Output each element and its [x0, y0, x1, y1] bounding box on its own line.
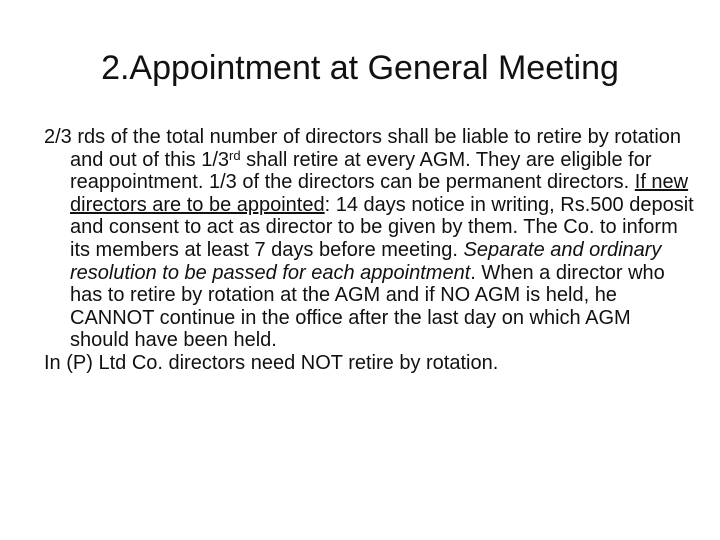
rotation-intro-text: 2/3 rds of the total number of directors shall be liable to retire by rotation and out of this 1/3: [44, 126, 682, 171]
body-paragraph-private-company: In (P) Ltd Co. directors need NOT retire by rotation.: [44, 351, 499, 374]
ordinal-superscript: rd: [229, 147, 241, 163]
new-directors-underlined-text: If new directors are to be appointed: [70, 171, 689, 216]
rotation-rest-text: shall retire at every AGM. They are eligible for reappointment. 1/3 of the directors can be permanent directors.: [70, 148, 652, 194]
slide-body: [44, 126, 694, 375]
resolution-italic-text: Separate and ordinary resolution to be passed for each appointment: [70, 238, 662, 284]
slide-title: 2.Appointment at General Meeting: [101, 49, 619, 87]
body-paragraph-rotation: [44, 126, 694, 352]
retirement-closing-text: . When a director who has to retire by rotation at the AGM and if NO AGM is held, he CANNOT continue in the office after the last day on which AGM should have been held.: [70, 261, 665, 352]
notice-requirements-text: : 14 days notice in writing, Rs.500 deposit and consent to act as director to be given by them. The Co. to inform its members at least 7 days before meeting.: [70, 193, 694, 261]
